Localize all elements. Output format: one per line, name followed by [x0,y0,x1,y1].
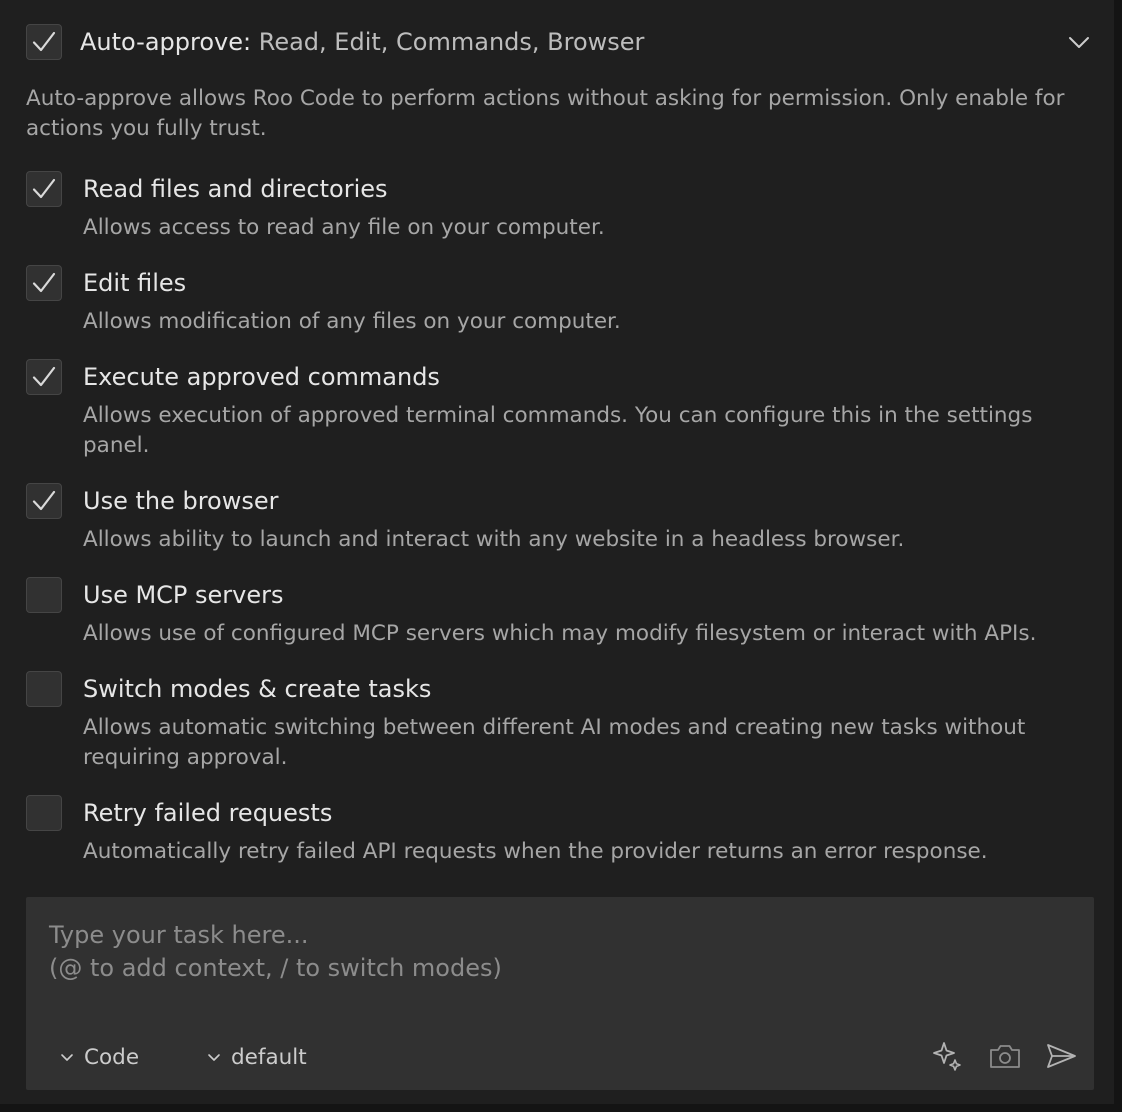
checkmark-icon [29,268,59,298]
switch-modes-checkbox[interactable] [26,671,62,707]
option-title: Use MCP servers [83,581,284,609]
task-input[interactable] [26,897,1094,1090]
option-title: Use the browser [83,487,279,515]
checkmark-icon [29,174,59,204]
option-title: Retry failed requests [83,799,333,827]
option-description: Allows access to read any file on your computer. [83,215,605,240]
mode-selector-label: Code [84,1044,140,1070]
auto-approve-title [80,28,644,56]
option-title: Switch modes & create tasks [83,675,432,703]
retry-requests-checkbox[interactable] [26,795,62,831]
panel-edge-bottom [0,1104,1122,1112]
option-title: Execute approved commands [83,363,440,391]
config-selector[interactable] [206,1042,307,1072]
checkmark-icon [29,486,59,516]
auto-approve-checkbox[interactable] [26,24,62,60]
option-title: Read files and directories [83,175,388,203]
send-icon[interactable] [1044,1039,1078,1073]
auto-approve-description: Auto-approve allows Roo Code to perform actions without asking for permission. Only enable for actions you fully trust. [26,86,1065,141]
sparkle-icon[interactable] [930,1039,964,1073]
camera-icon[interactable] [988,1039,1022,1073]
option-description: Allows automatic switching between different AI modes and creating new tasks without requiring approval. [83,715,1026,770]
task-input-placeholder: Type your task here... (@ to add context, / to switch modes) [49,921,502,982]
option-description: Allows ability to launch and interact with any website in a headless browser. [83,527,905,552]
config-selector-label: default [231,1044,307,1070]
option-description: Allows execution of approved terminal commands. You can configure this in the settings panel. [83,403,1033,458]
auto-approve-label: Auto-approve: [80,28,252,56]
mode-selector[interactable] [59,1042,139,1072]
option-description: Allows modification of any files on your computer. [83,309,621,334]
auto-approve-summary: Read, Edit, Commands, Browser [258,28,645,56]
edit-files-checkbox[interactable] [26,265,62,301]
option-title: Edit files [83,269,187,297]
option-description: Allows use of configured MCP servers which may modify filesystem or interact with APIs. [83,621,1037,646]
option-description: Automatically retry failed API requests when the provider returns an error response. [83,839,988,864]
panel-edge-right [1114,0,1122,1112]
read-files-checkbox[interactable] [26,171,62,207]
auto-approve-header[interactable] [26,24,1094,60]
checkmark-icon [29,27,59,57]
execute-commands-checkbox[interactable] [26,359,62,395]
chevron-down-icon [59,1049,75,1065]
chevron-down-icon [206,1049,222,1065]
use-browser-checkbox[interactable] [26,483,62,519]
mcp-servers-checkbox[interactable] [26,577,62,613]
chevron-down-icon[interactable] [1066,29,1092,55]
checkmark-icon [29,362,59,392]
